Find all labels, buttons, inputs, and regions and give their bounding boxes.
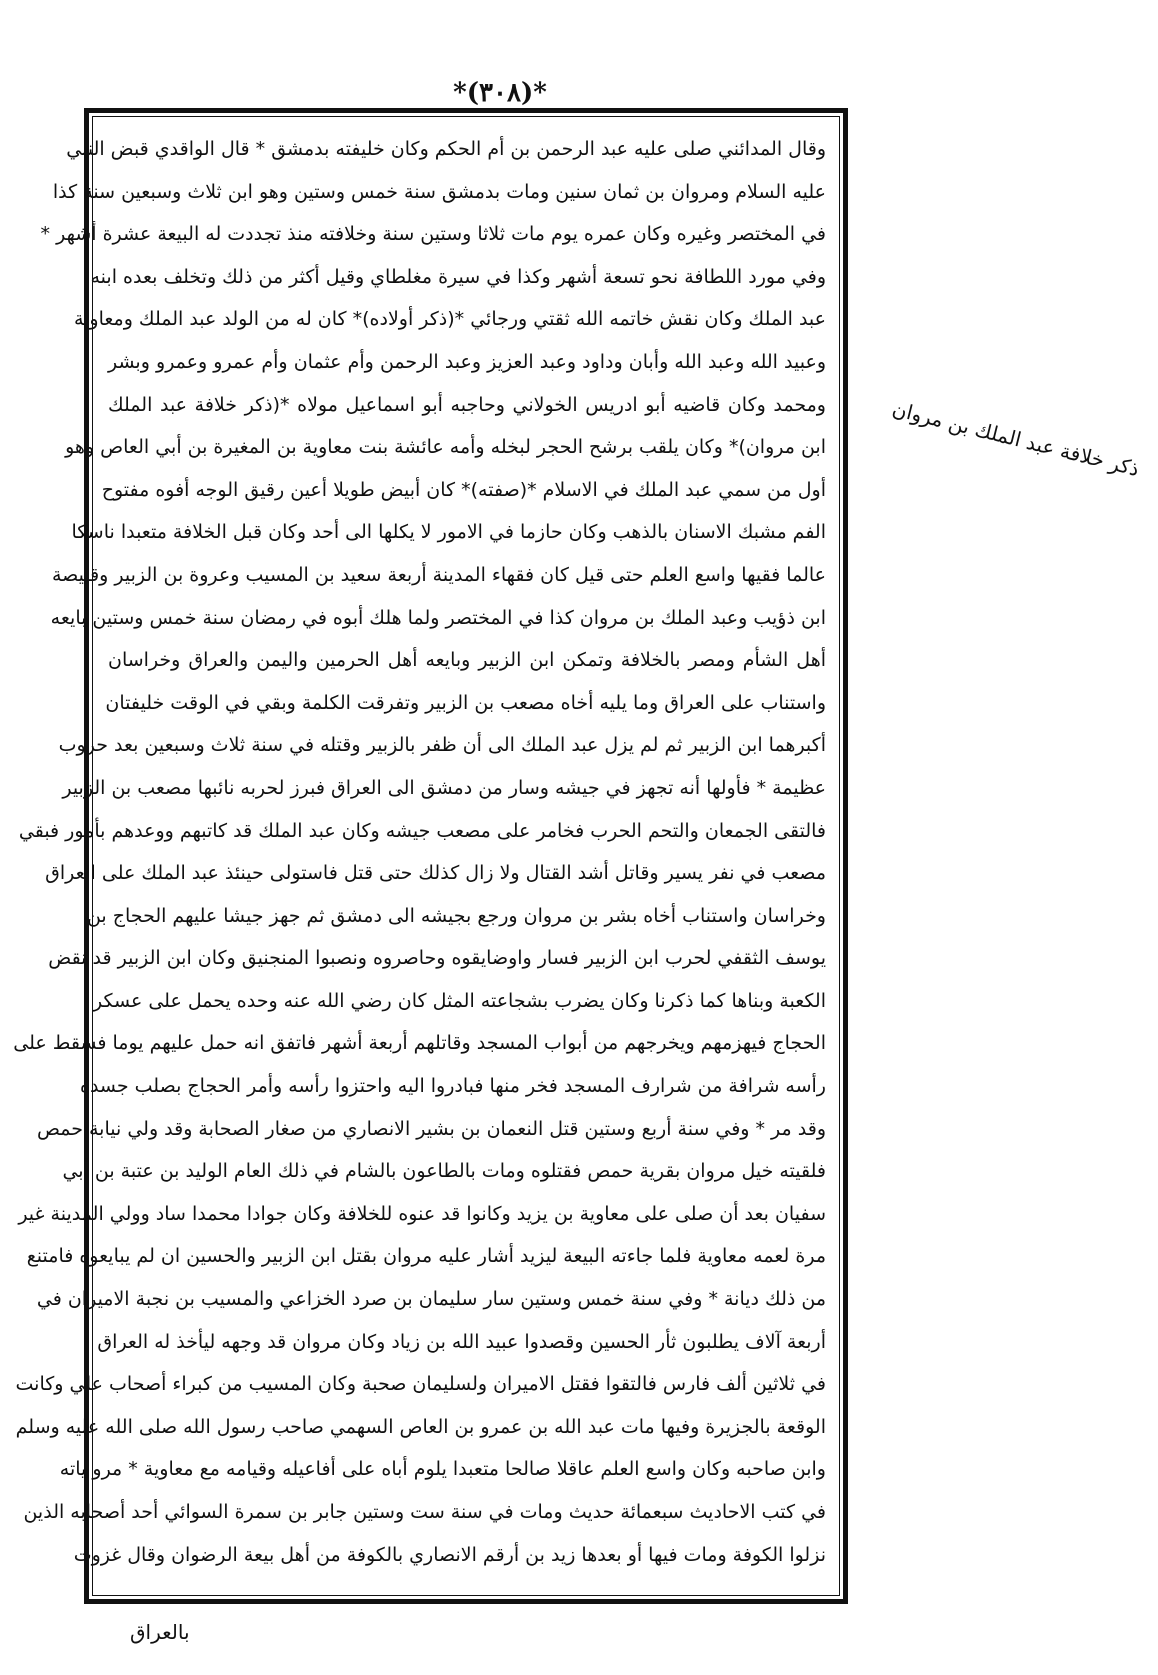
- text-line-23: رأسه شرافة من شرارف المسجد فخر منها فبادروا اليه واحتزوا رأسه وأمر الحجاج بصلب جسده: [79, 1075, 826, 1098]
- text-line-8: ابن مروان)* وكان يلقب برشح الحجر لبخله وأمه عائشة بنت معاوية بن المغيرة بن أبي العاص وهو: [65, 436, 826, 459]
- text-line-12: ابن ذؤيب وعبد الملك بن مروان كذا في المختصر ولما هلك أبوه في رمضان سنة خمس وستين بايعه: [50, 606, 826, 629]
- text-line-34: نزلوا الكوفة ومات فيها أو بعدها زيد بن أرقم الانصاري بالكوفة من أهل بيعة الرضوان وقال غزوت: [73, 1543, 826, 1566]
- text-line-9: أول من سمي عبد الملك في الاسلام *(صفته)* كان أبيض طويلا أعين رقيق الوجه أفوه مفتوح: [101, 478, 826, 501]
- text-line-28: من ذلك ديانة * وفي سنة خمس وستين سار سليمان بن صرد الخزاعي والمسيب بن نجبة الاميران في: [36, 1288, 826, 1311]
- text-line-16: عظيمة * فأولها أنه تجهز في جيشه وسار من دمشق الى العراق فبرز لحربه نائبها مصعب بن الزبير: [62, 776, 826, 799]
- text-line-1: وقال المدائني صلى عليه عبد الرحمن بن أم الحكم وكان خليفته بدمشق * قال الواقدي قبض النبي: [66, 138, 826, 160]
- text-line-10: الفم مشبك الاسنان بالذهب وكان حازما في الامور لا يكلها الى أحد وكان قبل الخلافة متعبدا ناسكا: [71, 521, 826, 544]
- text-line-22: الحجاج فيهزمهم ويخرجهم من أبواب المسجد وقاتلهم أربعة أشهر فاتفق انه حمل عليهم يوما فسقط على: [13, 1032, 826, 1055]
- text-line-4: وفي مورد اللطافة نحو تسعة أشهر وكذا في سيرة مغلطاي وقيل أكثر من ذلك وتخلف بعده ابنه: [90, 265, 826, 288]
- text-line-2: عليه السلام ومروان بن ثمان سنين ومات بدمشق سنة خمس وستين وهو ابن ثلاث وسبعين سنة كذا: [52, 180, 826, 203]
- text-line-30: في ثلاثين ألف فارس فالتقوا فقتل الاميران ولسليمان صحبة وكان المسيب من كبراء أصحاب علي وكانت: [15, 1373, 826, 1396]
- text-line-21: الكعبة وبناها كما ذكرنا وكان يضرب بشجاعته المثل كان رضي الله عنه وحده يحمل على عسكر: [93, 989, 826, 1012]
- text-line-14: واستناب على العراق وما يليه أخاه مصعب بن الزبير وتفرقت الكلمة وبقي في الوقت خليفتان: [105, 691, 826, 714]
- text-line-32: وابن صاحبه وكان واسع العلم عاقلا صالحا متعبدا يلوم أباه على أفاعيله وقيامه مع معاوية * مرو ياته: [59, 1458, 826, 1481]
- catchword: بالعراق: [130, 1620, 190, 1644]
- text-line-6: وعبيد الله وعبد الله وأبان وداود وعبد العزيز وعبد الرحمن وأم عثمان وأم عمرو وعمرو وبشر: [108, 350, 826, 373]
- text-line-31: الوقعة بالجزيرة وفيها مات عبد الله بن عمرو بن العاص السهمي صاحب رسول الله صلى الله عليه وسلم: [15, 1415, 826, 1438]
- text-line-27: مرة لعمه معاوية فلما جاءته البيعة ليزيد أشار عليه مروان بقتل ابن الزبير والحسين ان لم يبايعوه فامتنع: [26, 1245, 826, 1268]
- text-line-3: في المختصر وغيره وكان عمره يوم مات ثلاثا وستين سنة وخلافته منذ تجددت له البيعة عشرة أشهر *: [40, 223, 826, 246]
- page-number: *(٣٠٨)*: [453, 78, 547, 108]
- text-line-18: مصعب في نفر يسير وقاتل أشد القتال ولا زال كذلك حتى قتل فاستولى حينئذ عبد الملك على العراق: [45, 862, 826, 885]
- text-line-19: وخراسان واستناب أخاه بشر بن مروان ورجع بجيشه الى دمشق ثم جهز جيشا عليهم الحجاج بن: [86, 904, 826, 927]
- text-line-13: أهل الشأم ومصر بالخلافة وتمكن ابن الزبير وبايعه أهل الحرمين واليمن والعراق وخراسان: [108, 649, 826, 672]
- text-line-25: فلقيته خيل مروان بقرية حمص فقتلوه ومات بالطاعون بالشام في ذلك العام الوليد بن عتبة بن أبي: [62, 1160, 826, 1183]
- main-text-block: [13, 128, 826, 1588]
- text-line-5: عبد الملك وكان نقش خاتمه الله ثقتي ورجائي *(ذكر أولاده)* كان له من الولد عبد الملك ومعاوية: [73, 308, 826, 331]
- text-line-29: أربعة آلاف يطلبون ثأر الحسين وقصدوا عبيد الله بن زياد وكان مروان قد وجهه ليأخذ له العراق: [97, 1330, 826, 1353]
- text-line-33: في كتب الاحاديث سبعمائة حديث ومات في سنة ست وستين جابر بن سمرة السوائي أحد أصحابه الذين: [23, 1501, 826, 1523]
- text-line-7: ومحمد وكان قاضيه أبو ادريس الخولاني وحاجبه أبو اسماعيل مولاه *(ذكر خلافة عبد الملك: [108, 393, 826, 416]
- text-line-26: سفيان بعد أن صلى على معاوية بن يزيد وكانوا قد عنوه للخلافة وكان جوادا محمدا ساد وولي المدينة غير: [18, 1202, 826, 1225]
- text-line-15: أكبرهما ابن الزبير ثم لم يزل عبد الملك الى أن ظفر بالزبير وقتله في سنة ثلاث وسبعين بعد حروب: [58, 734, 826, 757]
- text-line-17: فالتقى الجمعان والتحم الحرب فخامر على مصعب جيشه وكان عبد الملك قد كاتبهم ووعدهم بأمور فبقي: [18, 819, 826, 842]
- text-line-20: يوسف الثقفي لحرب ابن الزبير فسار واوضايقوه وحاصروه ونصبوا المنجنيق وكان ابن الزبير قد نقض: [48, 947, 826, 970]
- margin-note: ذكر خلافة عبد الملك بن مروان: [889, 396, 1142, 482]
- text-line-24: وقد مر * وفي سنة أربع وستين قتل النعمان بن بشير الانصاري من صغار الصحابة وقد ولي نيابة حمص: [36, 1117, 826, 1140]
- text-line-11: عالما فقيها واسع العلم حتى قيل كان فقهاء المدينة أربعة سعيد بن المسيب وعروة بن الزبير وقبيصة: [51, 563, 826, 586]
